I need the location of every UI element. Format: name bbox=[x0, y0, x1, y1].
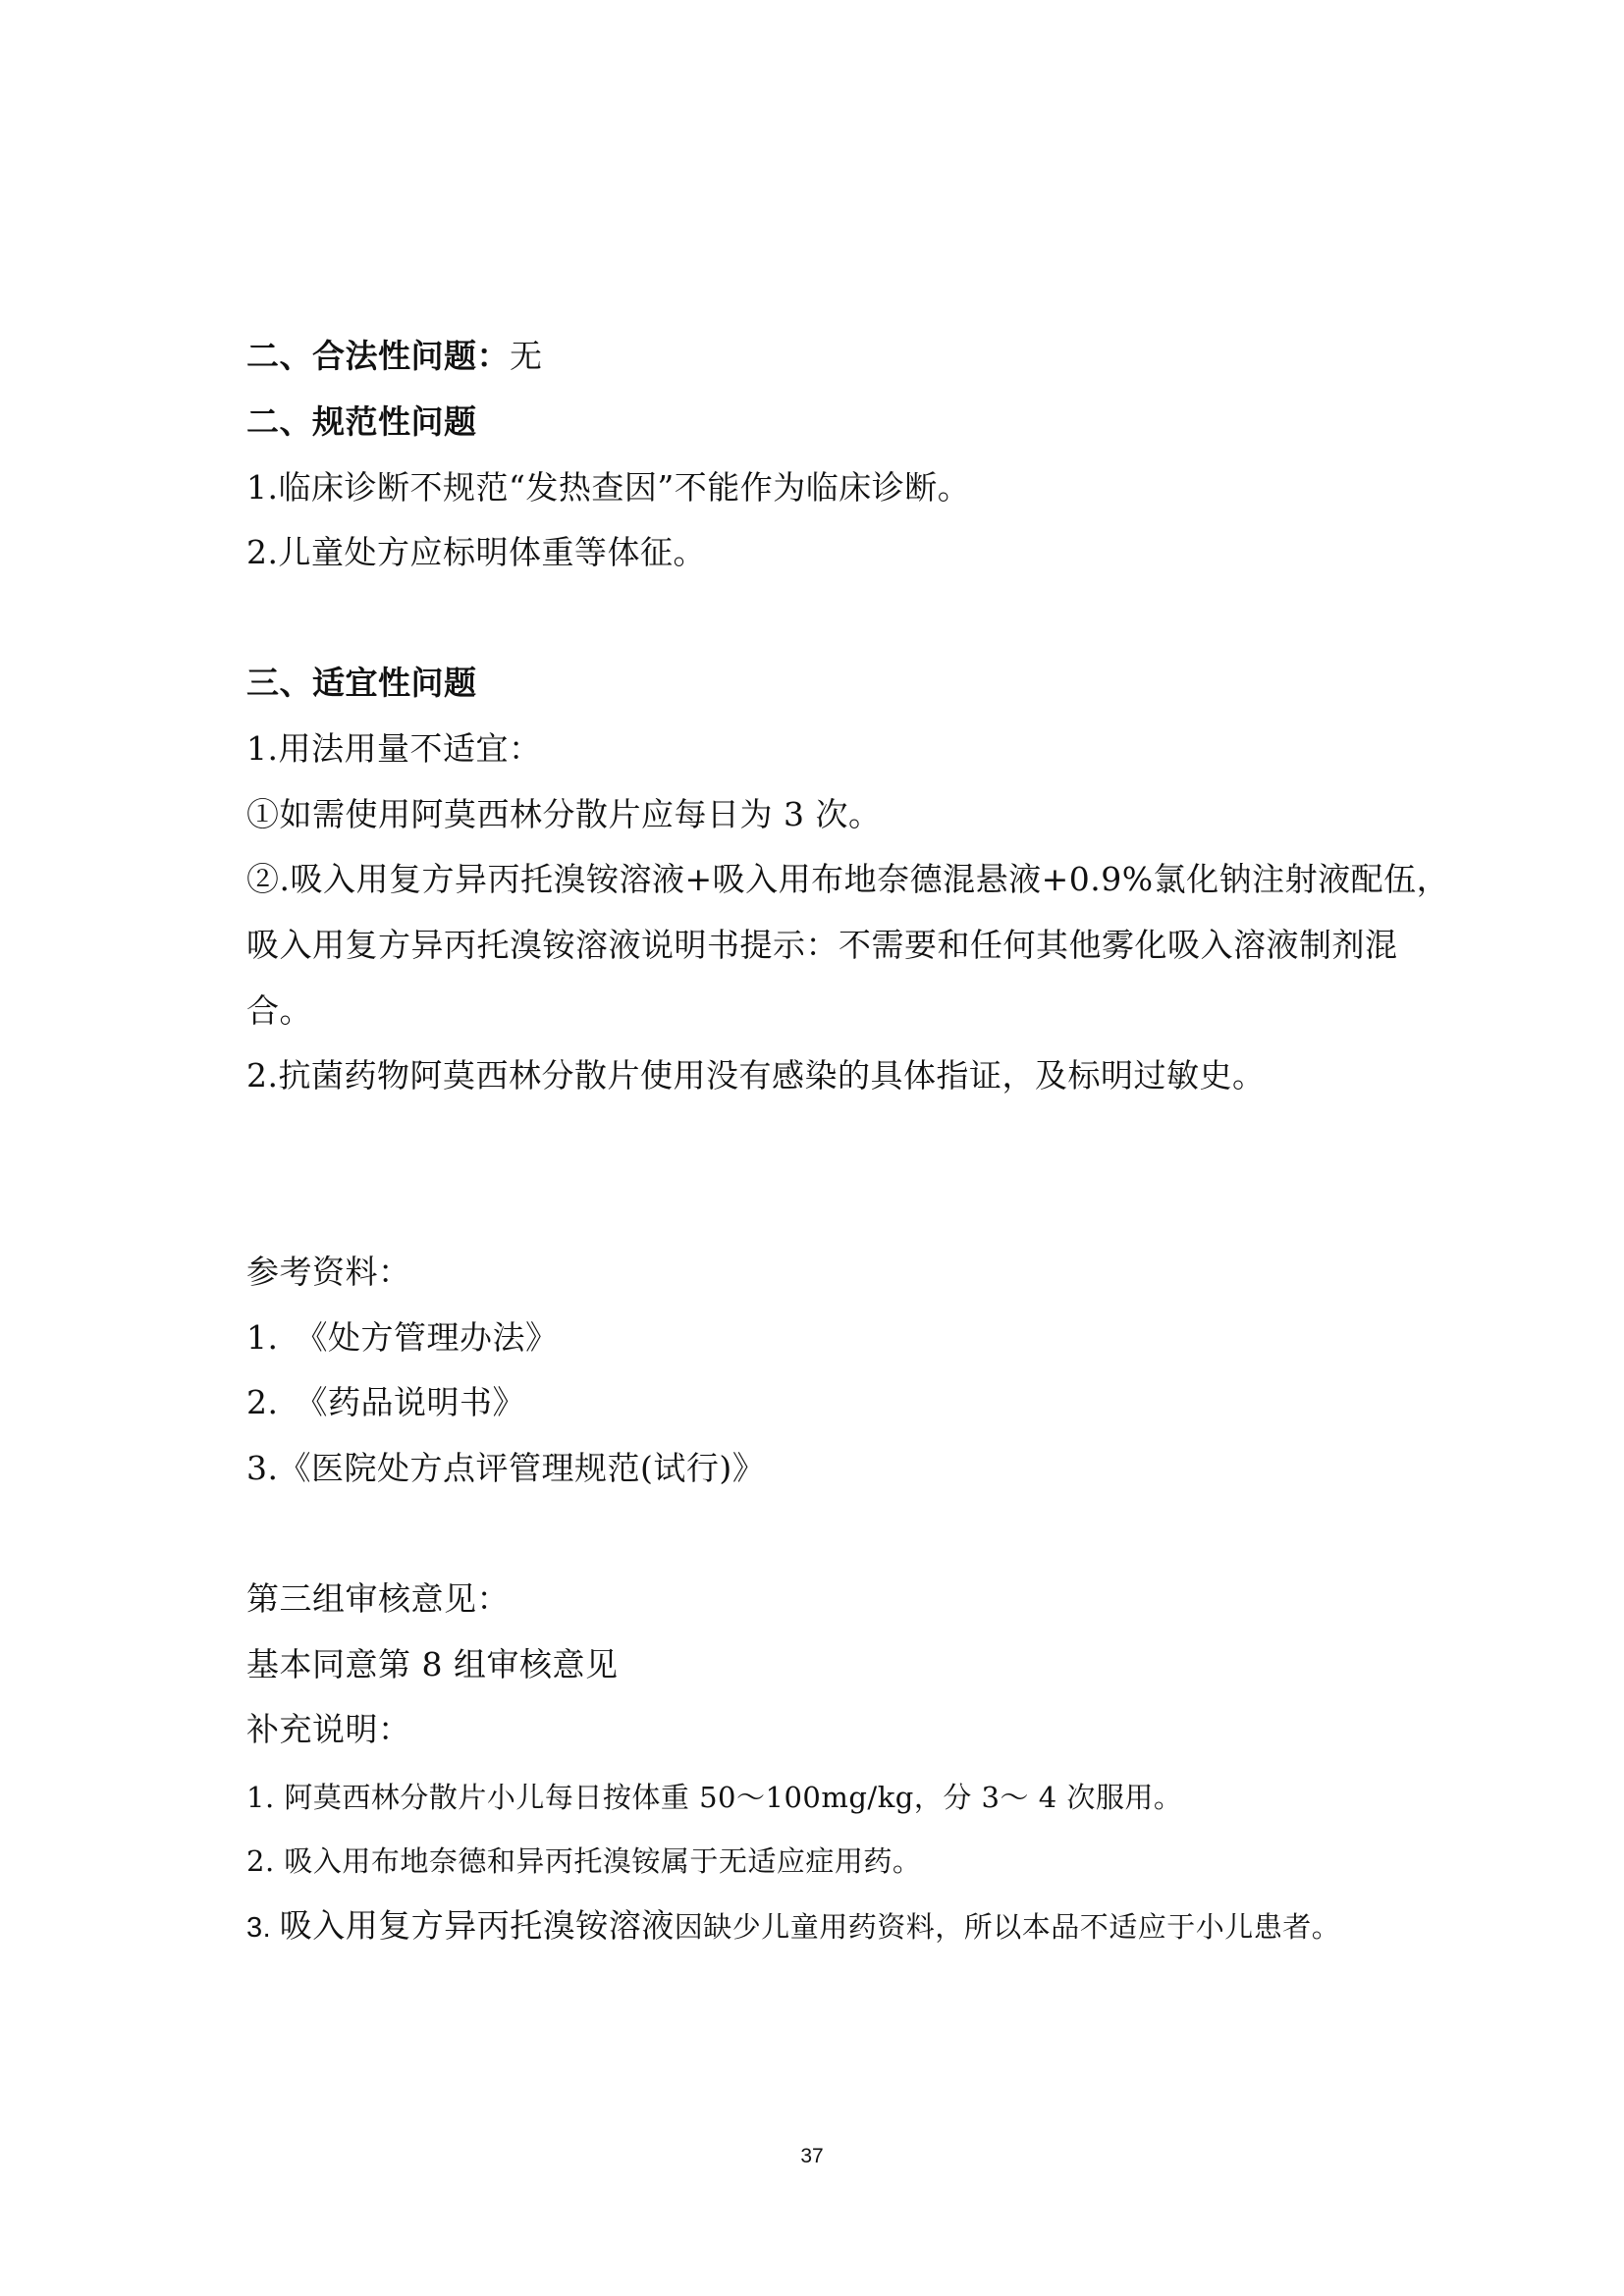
appropriateness-item-2: 2.抗菌药物阿莫西林分散片使用没有感染的具体指证，及标明过敏史。 bbox=[246, 1056, 1266, 1095]
supplement-item-3-drug: 吸入用复方异丙托溴铵溶液 bbox=[279, 1906, 675, 1945]
section-standardization-heading: 二、规范性问题 bbox=[246, 402, 477, 441]
review-title: 第三组审核意见： bbox=[246, 1579, 510, 1618]
page-number: 37 bbox=[800, 2145, 824, 2167]
references-title: 参考资料： bbox=[246, 1253, 411, 1291]
reference-item-2: 2. 《药品说明书》 bbox=[246, 1383, 525, 1421]
section-appropriateness-heading: 三、适宜性问题 bbox=[246, 664, 477, 702]
supplement-item-3 bbox=[246, 1904, 1340, 1949]
appropriateness-item-1a: ①如需使用阿莫西林分散片应每日为 3 次。 bbox=[246, 795, 882, 833]
review-opinion: 基本同意第 8 组审核意见 bbox=[246, 1645, 619, 1683]
section-legality-value: 无 bbox=[510, 337, 543, 375]
supplement-item-2: 2. 吸入用布地奈德和异丙托溴铵属于无适应症用药。 bbox=[246, 1844, 922, 1878]
section-legality-title: 二、合法性问题： bbox=[246, 337, 510, 375]
supplement-item-1: 1. 阿莫西林分散片小儿每日按体重 50～100mg/kg，分 3～ 4 次服用。 bbox=[246, 1781, 1183, 1814]
appropriateness-item-1: 1.用法用量不适宜： bbox=[246, 729, 542, 768]
reference-item-1: 1. 《处方管理办法》 bbox=[246, 1318, 559, 1357]
section-legality-heading bbox=[246, 335, 543, 378]
reference-item-3: 3.《医院处方点评管理规范(试行)》 bbox=[246, 1449, 766, 1487]
supplement-item-3-number: 3. bbox=[246, 1912, 280, 1944]
appropriateness-item-1b-end: 合。 bbox=[246, 991, 312, 1030]
standardization-item-2: 2.儿童处方应标明体重等体征。 bbox=[246, 533, 706, 571]
standardization-item-1: 1.临床诊断不规范“发热查因”不能作为临床诊断。 bbox=[246, 468, 971, 507]
supplement-title: 补充说明： bbox=[246, 1710, 411, 1748]
appropriateness-item-1b: ②.吸入用复方异丙托溴铵溶液+吸入用布地奈德混悬液+0.9%氯化钠注射液配伍， bbox=[246, 860, 1450, 898]
appropriateness-item-1b-cont: 吸入用复方异丙托溴铵溶液说明书提示：不需要和任何其他雾化吸入溶液制剂混 bbox=[246, 926, 1398, 964]
supplement-item-3-text: 因缺少儿童用药资料，所以本品不适应于小儿患者。 bbox=[674, 1910, 1341, 1944]
